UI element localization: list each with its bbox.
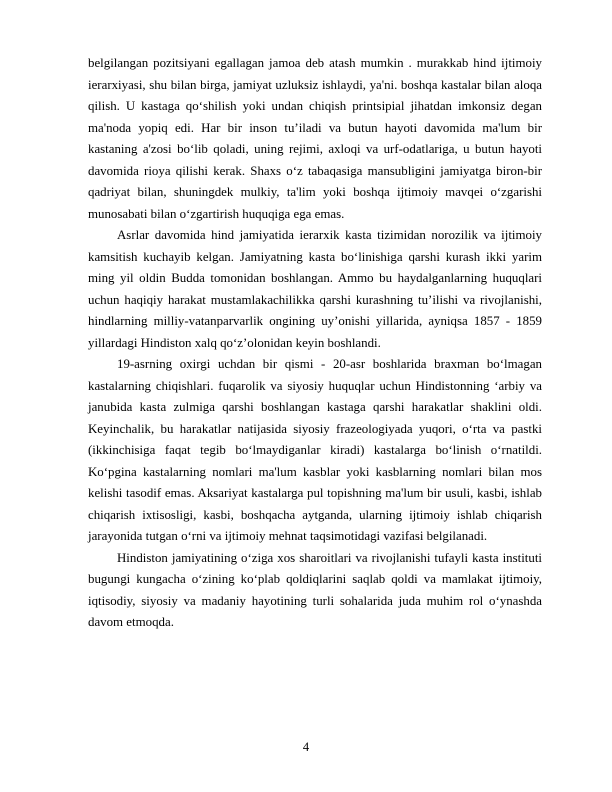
paragraph-hindiston: Hindiston jamiyatining o‘ziga xos sharoitlari va rivojlanishi tufayli kasta instituti bugungi kungacha o‘zining ko‘plab qoldiqlarini saqlab qoldi va mamlakat ijtimoiy, iqtisodiy, siyosiy va madaniy hayotining turli sohalarida juda muhim rol o‘ynashda davom etmoqda. [88,550,542,629]
paragraph-asrlar: Asrlar davomida hind jamiyatida ierarxik kasta tizimidan norozilik va ijtimoiy kamsitish kuchayib kelgan. Jamiyatning kasta bo‘linishiga qarshi kurash ikki yarim ming yil oldin Budda tomonidan boshlangan. Ammo bu haydalganlarning huquqlari uchun haqiqiy harakat mustamlakachilikka qarshi kurashning tu’ilishi va rivojlanishi, hindlarning milliy-vatanparvarlik ongining uy’onishi yillarida, ayniqsa 1857 - 1859 yillardagi Hindiston xalq qo‘z’olonidan keyin boshlandi. [88,228,542,350]
document-body [88,53,542,634]
page-number: 4 [302,740,310,754]
paragraph-19-asr: 19-asrning oxirgi uchdan bir qismi - 20-asr boshlarida braxman bo‘lmagan kastalarning chiqishlari. fuqarolik va siyosiy huquqlar uchun Hindistonning ‘arbiy va janubida kasta zulmiga qarshi boshlangan kastaga qarshi harakatlar shaklini oldi. Keyinchalik, bu harakatlar natijasida siyosiy frazeologiyada yuqori, o‘rta va pastki (ikkinchisiga faqat tegib bo‘lmaydiganlar kiradi) kastalarga bo‘linish o‘rnatildi. Ko‘pgina kastalarning nomlari ma'lum kasblar yoki kasblarning nomlari bilan mos kelishi tasodif emas. Aksariyat kastalarga pul topishning ma'lum bir usuli, kasbi, ishlab chiqarish ixtisosligi, kasbi, boshqacha aytganda, ularning ijtimoiy ishlab chiqarish jarayonida tutgan o‘rni va ijtimoiy mehnat taqsimotidagi vazifasi belgilanadi. [88,357,542,543]
paragraph-continuation: belgilangan pozitsiyani egallagan jamoa deb atash mumkin . murakkab hind ijtimoiy ierarxiyasi, shu bilan birga, jamiyat uzluksiz ishlaydi, ya'ni. boshqa kastalar bilan aloqa qilish. U kastaga qo‘shilish yoki undan chiqish printsipial jihatdan imkonsiz degan ma'noda yopiq edi. Har bir inson tu’iladi va butun hayoti davomida ma'lum bir kastaning a'zosi bo‘lib qoladi, uning rejimi, axloqi va urf-odatlariga, u butun hayoti davomida rioya qilishi kerak. Shaxs o‘z tabaqasiga mansubligini jamiyatga biron-bir qadriyat bilan, shuningdek mulkiy, ta'lim yoki boshqa ijtimoiy mavqei o‘zgarishi munosabati bilan o‘zgartirish huquqiga ega emas. [88,56,542,221]
